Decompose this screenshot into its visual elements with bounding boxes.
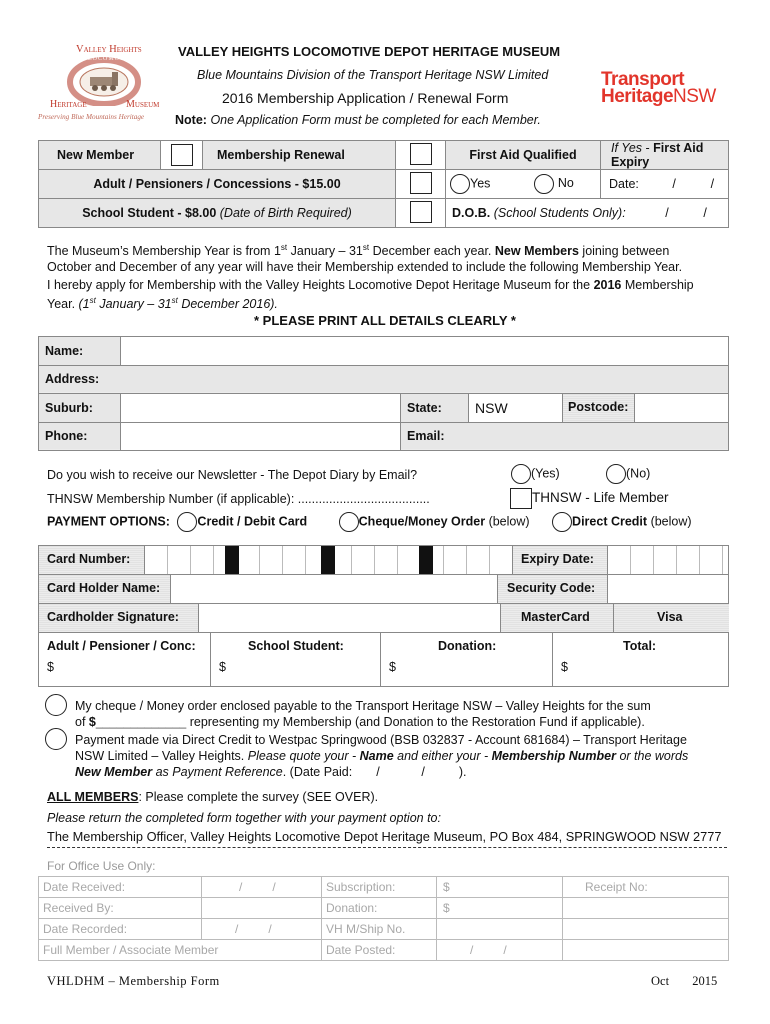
payment-options (47, 512, 747, 532)
life-member-label: THNSW - Life Member (532, 490, 669, 506)
footer-year: 2015 (692, 974, 718, 988)
return-instructions: Please return the completed form together with your payment option to: (47, 811, 441, 825)
renewal-checkbox[interactable] (410, 143, 432, 165)
first-aid-label: First Aid Qualified (446, 141, 601, 170)
state-value: NSW (475, 399, 508, 416)
renewal-cell (396, 141, 446, 170)
page-title: VALLEY HEIGHTS LOCOMOTIVE DEPOT HERITAGE MUSEUM (178, 44, 561, 59)
donation-amount-cell[interactable] (381, 633, 553, 687)
intro-sup: st (280, 243, 288, 252)
document-footer-date (651, 974, 717, 989)
direct-credit-note: (below) (650, 514, 692, 529)
adult-amount-cell[interactable] (39, 633, 211, 687)
cheque-line-1: My cheque / Money order enclosed payable to the Transport Heritage NSW – Valley Heights for the sum (75, 699, 651, 713)
dob-label: D.O.B. (452, 206, 491, 220)
membership-year-paragraph (47, 240, 737, 275)
direct-text: Please quote your - (247, 749, 360, 763)
intro-sup: st (89, 296, 96, 305)
date-paid-slashes[interactable]: / / (376, 765, 425, 779)
newsletter-no-label: (No) (626, 466, 651, 481)
state-field[interactable] (469, 394, 563, 423)
direct-new-member: New Member (75, 765, 153, 779)
student-cell (396, 199, 446, 228)
intro-text: Year. (47, 297, 79, 312)
first-aid-yes-radio[interactable] (450, 174, 470, 194)
direct-line-2 (75, 748, 745, 764)
office-date-posted: Date Posted: (322, 940, 437, 961)
first-aid-date-label: Date: (609, 177, 639, 191)
intro-text: January – 31 (287, 244, 363, 259)
new-member-cell (161, 141, 203, 170)
total-amount-label: Total: (623, 639, 657, 653)
office-date-recorded: Date Recorded: (39, 919, 202, 940)
return-address: The Membership Officer, Valley Heights Locomotive Depot Heritage Museum, PO Box 484, SPRINGWOOD NSW 2777 (47, 829, 722, 844)
intro-text: January – 31 (95, 297, 172, 312)
direct-line-1: Payment made via Direct Credit to Westpac Springwood (BSB 032837 - Account 681684) – Transport Heritage (75, 733, 687, 747)
footer-month: Oct (651, 974, 670, 988)
new-member-checkbox[interactable] (171, 144, 193, 166)
email-label: Email: (401, 422, 729, 451)
postcode-field[interactable] (635, 394, 728, 422)
first-aid-options (446, 170, 601, 199)
office-received-by-value (202, 898, 322, 919)
intro-text: (1 (78, 297, 90, 312)
office-date-posted-slashes: / / (437, 940, 563, 961)
life-member-checkbox[interactable] (510, 488, 532, 509)
all-members-note (47, 790, 378, 804)
note-label: Note: (175, 113, 207, 127)
student-amount-cell[interactable] (211, 633, 381, 687)
office-date-recorded-slashes: / / (202, 919, 322, 940)
postcode-cell (563, 394, 729, 423)
personal-details-table (38, 336, 729, 451)
office-vh-ship: VH M/Ship No. (322, 919, 437, 940)
office-blank-1 (563, 898, 729, 919)
phone-label: Phone: (39, 422, 121, 451)
office-received-by: Received By: (39, 898, 202, 919)
visa-option[interactable]: Visa (614, 604, 729, 633)
cheque-dollar: $ (88, 715, 96, 729)
dob-cell (446, 199, 729, 228)
card-payment-table (38, 545, 729, 687)
cheque-line-2 (75, 714, 745, 730)
first-aid-yes-label: Yes (470, 176, 491, 191)
payment-options-label: PAYMENT OPTIONS: (47, 514, 170, 529)
suburb-label: Suburb: (39, 394, 121, 423)
newsletter-no-option (606, 464, 650, 484)
card-option-label: Credit / Debit Card (197, 514, 308, 529)
cut-line (47, 847, 727, 848)
security-code-field[interactable] (608, 575, 729, 604)
intro-text: joining between (578, 244, 670, 259)
application-paragraph (47, 277, 737, 312)
direct-credit-label: Direct Credit (572, 514, 648, 529)
total-amount-cell[interactable] (553, 633, 729, 687)
direct-text: or the words (615, 749, 689, 763)
office-donation: Donation: (322, 898, 437, 919)
security-code-label: Security Code: (497, 575, 608, 604)
survey-text: : Please complete the survey (SEE OVER). (138, 790, 379, 804)
student-amount-label: School Student: (248, 639, 344, 653)
adult-cell (396, 170, 446, 199)
direct-text: and either your - (393, 749, 492, 763)
intro-new-members: New Members (494, 244, 579, 259)
print-clearly-notice: * PLEASE PRINT ALL DETAILS CLEARLY * (254, 313, 516, 328)
first-aid-no-radio[interactable] (534, 174, 554, 194)
office-use-table (38, 876, 729, 961)
intro-text: December 2016). (177, 297, 278, 312)
form-note (175, 113, 541, 127)
signature-field[interactable] (199, 604, 500, 633)
first-aid-date-cell (601, 170, 729, 199)
card-number-field[interactable] (145, 546, 512, 575)
brand-heritage: Heritage (601, 86, 674, 107)
brand-line-1: Transport (601, 69, 685, 90)
logo-left-text: Heritage (50, 99, 87, 110)
student-fee-text: School Student - $8.00 (82, 206, 217, 220)
name-field[interactable] (121, 337, 729, 366)
renewal-label: Membership Renewal (203, 141, 396, 170)
form-title: 2016 Membership Application / Renewal Form (222, 90, 509, 106)
logo-right-text: Museum (126, 99, 160, 110)
direct-text: as Payment Reference (152, 765, 283, 779)
cheque-option-label: Cheque/Money Order (358, 514, 486, 529)
card-holder-field[interactable] (171, 575, 497, 604)
brand-nsw: NSW (673, 86, 716, 107)
intro-text: Membership (621, 278, 694, 292)
if-yes-text: If Yes (611, 141, 643, 155)
direct-name: Name (359, 749, 394, 763)
office-blank-3 (563, 940, 729, 961)
newsletter-yes-label: (Yes) (531, 466, 560, 481)
office-full-member: Full Member / Associate Member (39, 940, 322, 961)
all-members-label: ALL MEMBERS (47, 790, 139, 804)
newsletter-no-radio[interactable] (606, 464, 626, 484)
museum-logo (38, 42, 166, 126)
card-number-label: Card Number: (39, 546, 145, 575)
thnsw-number: THNSW Membership Number (if applicable): ...................................... (47, 492, 430, 506)
newsletter-question: Do you wish to receive our Newsletter - The Depot Diary by Email? (47, 468, 418, 482)
office-blank-2 (563, 919, 729, 940)
total-dollar: $ (561, 660, 568, 674)
adult-dollar: $ (47, 660, 54, 674)
adult-fee-label: Adult / Pensioners / Concessions - $15.00 (39, 170, 396, 199)
intro-text: October and December of any year will have their Membership extended to include the following Membership Year. (47, 260, 683, 275)
student-fee-note: (Date of Birth Required) (219, 206, 352, 220)
office-subscription-dollar: $ (437, 877, 563, 898)
dob-slashes: / / (665, 206, 707, 220)
direct-text: ). (458, 765, 467, 779)
first-aid-expiry-text: First Aid Expiry (611, 141, 704, 169)
donation-amount-label: Donation: (438, 639, 497, 653)
expiry-label: Expiry Date: (512, 546, 608, 575)
page-subtitle: Blue Mountains Division of the Transport Heritage NSW Limited (197, 68, 549, 82)
newsletter-yes-radio[interactable] (511, 464, 531, 484)
life-member-option (510, 488, 669, 509)
student-fee-label (39, 199, 396, 228)
office-date-received-slashes: / / (202, 877, 322, 898)
first-aid-date-slashes: / / (672, 177, 715, 191)
adult-checkbox[interactable] (410, 172, 432, 194)
intro-sup: st (171, 296, 178, 305)
direct-line-3 (75, 764, 745, 780)
office-date-received: Date Received: (39, 877, 202, 898)
cheque-amount-blank[interactable]: _____________ (95, 715, 187, 729)
cheque-text: representing my Membership (and Donation to the Restoration Fund if applicable). (186, 715, 645, 729)
donation-dollar: $ (389, 660, 396, 674)
student-checkbox[interactable] (410, 201, 432, 223)
card-holder-label: Card Holder Name: (39, 575, 171, 604)
cheque-of: of (75, 715, 89, 729)
office-receipt: Receipt No: (563, 877, 729, 898)
direct-credit-made-radio[interactable] (45, 728, 67, 750)
intro-year: 2016 (593, 278, 622, 292)
brand-line-2 (601, 88, 716, 105)
suburb-field[interactable] (121, 394, 401, 423)
office-subscription: Subscription: (322, 877, 437, 898)
logo-ring-text: LOCOMOTIVE (88, 56, 138, 62)
mastercard-option[interactable]: MasterCard (500, 604, 614, 633)
office-donation-dollar: $ (437, 898, 563, 919)
direct-text: NSW Limited – Valley Heights. (75, 749, 248, 763)
expiry-field[interactable] (608, 546, 729, 575)
direct-credit-paragraph (75, 732, 745, 780)
card-radio[interactable] (177, 512, 197, 532)
student-dollar: $ (219, 660, 226, 674)
intro-text: December each year. (369, 244, 495, 259)
name-label: Name: (39, 337, 121, 366)
newsletter-yes-option (511, 464, 560, 484)
new-member-label: New Member (39, 141, 161, 170)
logo-top-text: Valley Heights (76, 44, 142, 55)
cheque-enclosed-radio[interactable] (45, 694, 67, 716)
state-label: State: (401, 394, 469, 423)
intro-text: The Museum’s Membership Year is from 1 (47, 244, 281, 259)
membership-type-table (38, 140, 729, 228)
cheque-radio[interactable] (339, 512, 359, 532)
document-footer-left: VHLDHM – Membership Form (47, 974, 220, 988)
direct-credit-radio[interactable] (552, 512, 572, 532)
cheque-option-note: (below) (488, 514, 530, 529)
adult-amount-label: Adult / Pensioner / Conc: (47, 639, 196, 653)
note-text: One Application Form must be completed for each Member. (210, 113, 541, 127)
office-vh-ship-value (437, 919, 563, 940)
transport-heritage-logo (601, 71, 716, 105)
if-yes-dash: - (642, 141, 654, 155)
direct-text: . (Date Paid: (282, 765, 353, 779)
direct-membership-number: Membership Number (491, 749, 616, 763)
signature-label: Cardholder Signature: (39, 604, 199, 633)
intro-text: I hereby apply for Membership with the Valley Heights Locomotive Depot Heritage Museum for the (47, 278, 594, 292)
postcode-label: Postcode: (563, 394, 635, 422)
first-aid-expiry-label (601, 141, 729, 170)
first-aid-no-label: No (557, 176, 574, 191)
office-use-title: For Office Use Only: (47, 859, 156, 873)
cheque-paragraph (75, 698, 745, 730)
dob-note: (School Students Only): (493, 206, 626, 220)
logo-tagline: Preserving Blue Mountains Heritage (38, 113, 145, 121)
address-label: Address: (39, 365, 729, 394)
intro-sup: st (362, 243, 370, 252)
phone-field[interactable] (121, 422, 401, 451)
